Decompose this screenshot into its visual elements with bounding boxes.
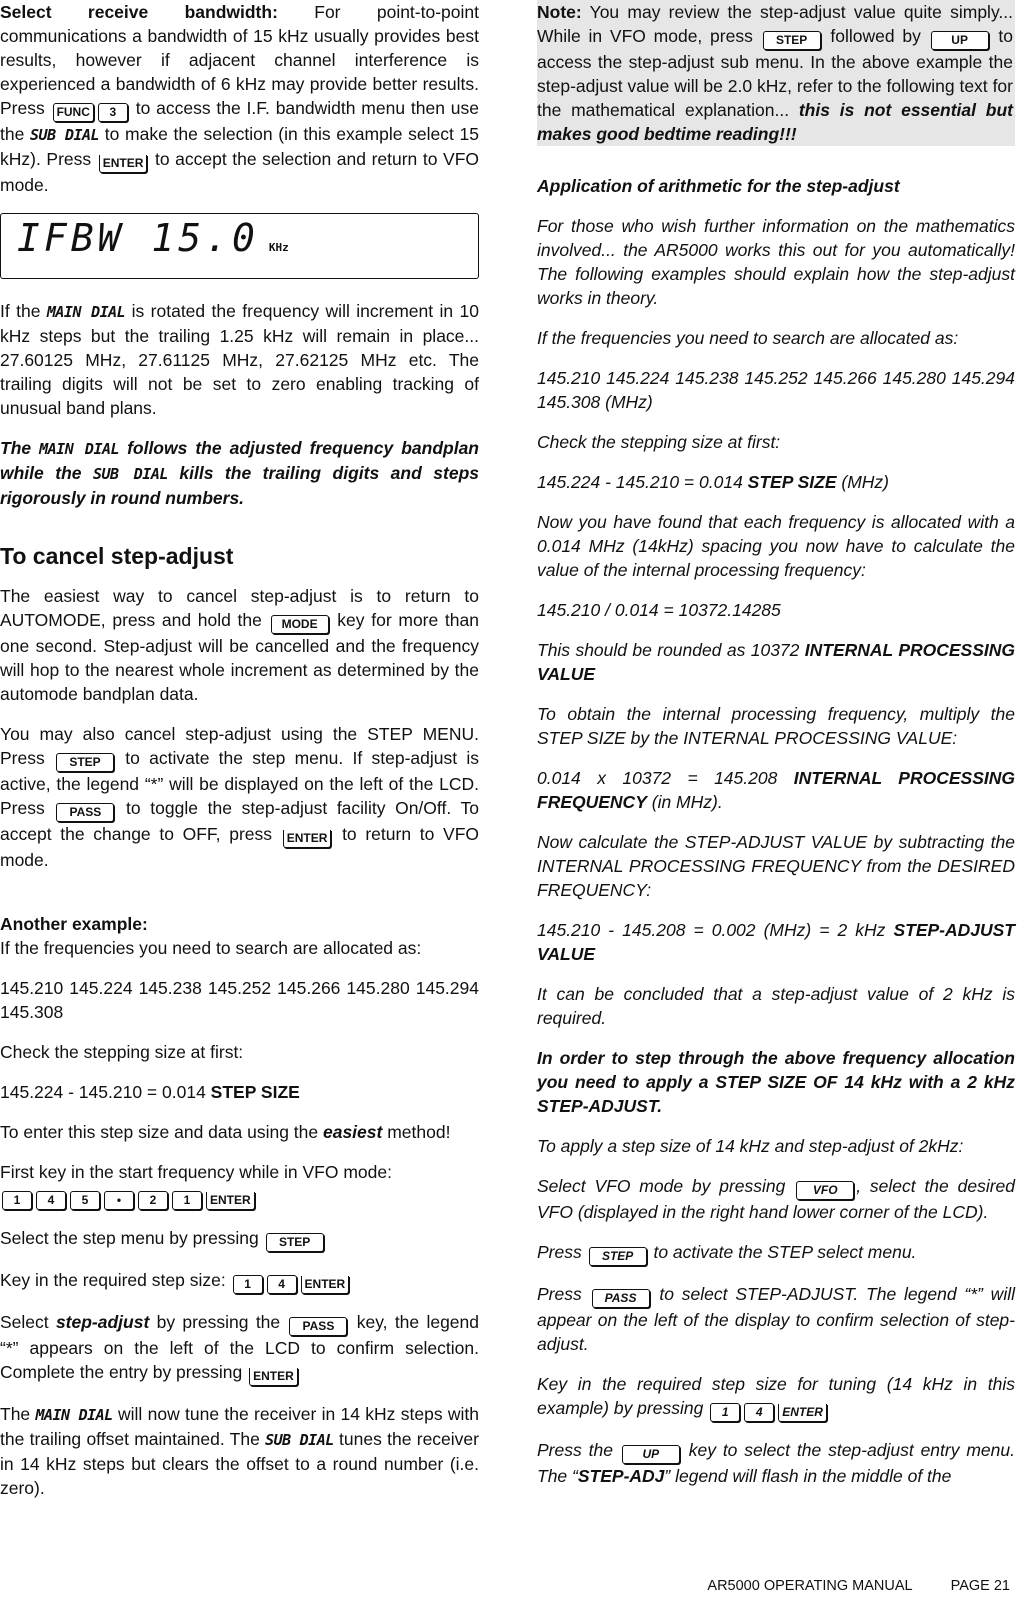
sub-dial-label: SUB DIAL — [30, 126, 100, 144]
text: , select the desired VFO (displayed in the right hand lower corner of the LCD). — [537, 1176, 1016, 1222]
key-sequence-frequency — [0, 1184, 479, 1210]
text: If the frequencies you need to search are allocated as: — [0, 938, 422, 958]
text: You may also cancel step-adjust using the STEP MENU. Press — [0, 724, 479, 768]
lcd-display — [0, 213, 479, 279]
vfo-key: VFO — [796, 1181, 854, 1200]
sub-dial-label: SUB DIAL — [93, 465, 168, 483]
manual-title: AR5000 OPERATING MANUAL — [707, 1578, 913, 1594]
another-title: Another example: — [0, 914, 148, 934]
page-footer — [669, 1578, 1010, 1594]
step-key: STEP — [56, 753, 114, 772]
text: To apply a step size of 14 kHz and step-adjust of 2kHz: — [537, 1136, 964, 1156]
enter-key: ENTER — [283, 830, 332, 848]
step-adjust-value-line — [537, 918, 1015, 966]
text: Now you have found that each frequency is allocated with a 0.014 MHz (14kHz) spacing you now have to calculate the value of the internal processing frequency: — [537, 512, 1015, 580]
step-key: STEP — [266, 1233, 324, 1252]
text: to return to VFO mode. — [0, 824, 480, 870]
main-dial-label: MAIN DIAL — [35, 1406, 113, 1424]
text: Select VFO mode by pressing — [537, 1176, 795, 1196]
key-1: 1 — [710, 1403, 740, 1422]
text: The — [0, 438, 40, 458]
text: Select — [0, 1312, 56, 1332]
step-size-line — [0, 1080, 479, 1104]
text: (in MHz). — [646, 792, 723, 812]
pass-key: PASS — [592, 1289, 650, 1308]
text: You may review the step-adjust value quite simply... While in VFO mode, press — [537, 2, 1013, 46]
sub-dial-label: SUB DIAL — [265, 1431, 334, 1449]
text: The — [0, 1404, 36, 1424]
text: Press the — [537, 1440, 620, 1460]
text: to make the selection (in this example select 15 kHz). Press — [0, 124, 479, 169]
text: to activate the step menu. If step-adjust is active, the legend “*” will be displayed on the left of the LCD. Press — [0, 748, 479, 818]
text: To enter this step size and data using the — [0, 1122, 323, 1142]
text: STEP-ADJUST VALUE — [537, 920, 1015, 964]
mode-key: MODE — [271, 615, 329, 634]
page-number: PAGE 21 — [950, 1578, 1010, 1594]
text: 145.224 - 145.210 = 0.014 — [537, 472, 748, 492]
text: Check the stepping size at first: — [537, 432, 781, 452]
step-size-line — [537, 470, 1015, 494]
lcd-text — [17, 216, 289, 260]
text: key to select the step-adjust entry menu. The “ — [537, 1440, 1015, 1486]
text: It can be concluded that a step-adjust value of 2 kHz is required. — [537, 984, 1015, 1028]
text: STEP SIZE — [210, 1082, 300, 1102]
text: tunes the receiver in 14 kHz steps but clears the offset to a round number (i.e. zero). — [0, 1429, 479, 1498]
text: to access the I.F. bandwidth menu then use the — [0, 98, 479, 144]
text: 145.210 - 145.208 = 0.002 (MHz) = 2 kHz — [537, 920, 894, 940]
key-4: 4 — [36, 1191, 66, 1210]
up-key: UP — [931, 31, 989, 50]
enter-key: ENTER — [99, 155, 148, 173]
text: is rotated the frequency will increment in 10 kHz steps but the trailing 1.25 kHz will remain in place... 27.60125 MHz, 27.61125 MHz, 27.62125 MHz etc. The trailing digits will not be set to zero enabling tracking of unusual band plans. — [0, 301, 479, 418]
text: This should be rounded as 10372 — [537, 640, 805, 660]
note-box — [537, 0, 1015, 146]
text: The easiest way to cancel step-adjust is to return to AUTOMODE, press and hold the — [0, 586, 479, 630]
main-dial-label: MAIN DIAL — [39, 440, 120, 458]
text: Check the stepping size at first: — [0, 1042, 244, 1062]
text: followed by — [822, 26, 929, 46]
internal-freq-line — [537, 766, 1015, 814]
text: STEP SIZE — [747, 472, 837, 492]
paragraph-cancel — [0, 584, 479, 706]
text: In order to step through the above frequency allocation you need to apply a STEP SIZE OF 14 kHz with a 2 kHz STEP-ADJUST. — [537, 1048, 1015, 1116]
key-dot: • — [104, 1191, 134, 1210]
text: to accept the selection and return to VFO mode. — [0, 149, 479, 195]
paragraph-step-menu — [0, 722, 479, 872]
enter-key: ENTER — [778, 1404, 827, 1422]
text: Press — [537, 1284, 590, 1304]
func-key: FUNC — [53, 103, 94, 122]
text: by pressing the — [149, 1312, 288, 1332]
text: First key in the start frequency while in VFO mode: — [0, 1162, 392, 1182]
bandwidth-title: Select receive bandwidth: — [0, 2, 278, 22]
text: INTERNAL PROCESSING FREQUENCY — [537, 768, 1016, 812]
text: easiest — [322, 1122, 383, 1142]
lcd-main: IFBW 15.0 — [17, 216, 259, 260]
text: step-adjust — [55, 1312, 150, 1332]
text: For point-to-point communications a bandwidth of 15 kHz usually provides best results, however if adjacent channel interference is experienced a bandwidth of 6 kHz may provide better results. Press — [0, 2, 479, 118]
text: Press — [537, 1242, 587, 1262]
key-step-size-line — [537, 1372, 1015, 1422]
key-3: 3 — [98, 103, 128, 122]
text: To obtain the internal processing frequency, multiply the STEP SIZE by the INTERNAL PROCESSING VALUE: — [537, 704, 1015, 748]
text: follows the adjusted frequency bandplan while the — [0, 438, 479, 483]
text: kills the trailing digits and steps rigorously in round numbers. — [0, 463, 479, 508]
text: (MHz) — [836, 472, 889, 492]
key-4: 4 — [267, 1275, 297, 1294]
frequency-list: 145.210 145.224 145.238 145.252 145.266 145.280 145.294 145.308 — [0, 978, 479, 1022]
step-key: STEP — [763, 31, 821, 50]
enter-key: ENTER — [206, 1192, 255, 1210]
section-heading: To cancel step-adjust — [0, 543, 234, 569]
text: Select the step menu by pressing — [0, 1228, 264, 1248]
key-5: 5 — [70, 1191, 100, 1210]
paragraph-main-dial — [0, 299, 479, 420]
rounded-line — [537, 638, 1015, 686]
text: STEP-ADJ — [577, 1466, 665, 1486]
paragraph-another — [0, 912, 479, 960]
press-step-line — [537, 1240, 1015, 1266]
text: ” legend will flash in the middle of the — [664, 1466, 952, 1486]
key-1: 1 — [233, 1275, 263, 1294]
left-column — [0, 0, 479, 1516]
select-step-line — [0, 1226, 479, 1252]
text: If the frequencies you need to search are allocated as: — [537, 328, 959, 348]
press-pass-line — [537, 1282, 1015, 1356]
paragraph-bandwidth — [0, 0, 479, 197]
text: If the — [0, 301, 47, 321]
key-4: 4 — [744, 1403, 774, 1422]
text: this is not essential but makes good bedtime reading!!! — [537, 100, 1013, 144]
pass-key: PASS — [289, 1317, 347, 1336]
text: INTERNAL PROCESSING VALUE — [537, 640, 1016, 684]
key-2: 2 — [138, 1191, 168, 1210]
lcd-unit: KHz — [268, 241, 289, 254]
pass-key: PASS — [56, 803, 114, 822]
text: to activate the STEP select menu. — [648, 1242, 917, 1262]
text: Key in the required step size for tuning (14 kHz in this example) by pressing — [537, 1374, 1015, 1418]
key-1: 1 — [2, 1191, 32, 1210]
press-up-line — [537, 1438, 1015, 1488]
main-dial-label: MAIN DIAL — [46, 303, 126, 321]
step-size-entry-line — [0, 1268, 479, 1294]
up-key: UP — [622, 1445, 680, 1464]
text: to access the step-adjust sub menu. In the above example the step-adjust value will be 2.0 kHz, refer to the following text for the mathematical explanation... — [537, 26, 1013, 120]
right-column — [537, 0, 1015, 1504]
text: 145.210 / 0.014 = 10372.14285 — [537, 600, 781, 620]
final-dial-line — [0, 1402, 479, 1500]
key-1: 1 — [172, 1191, 202, 1210]
text: key, the legend “*” appears on the left of the LCD to confirm selection. Complete the entry by pressing — [0, 1312, 479, 1382]
note-label: Note: — [537, 2, 582, 22]
step-key: STEP — [589, 1247, 647, 1266]
text: method! — [382, 1122, 451, 1142]
text: to select STEP-ADJUST. The legend “*” will appear on the left of the display to confirm selection of step-adjust. — [537, 1284, 1015, 1354]
arithmetic-heading: Application of arithmetic for the step-adjust — [537, 176, 900, 196]
paragraph-dial-compare — [0, 436, 479, 510]
note-text — [537, 0, 1013, 146]
enter-key: ENTER — [301, 1276, 350, 1294]
vfo-line — [537, 1174, 1015, 1224]
text: Now calculate the STEP-ADJUST VALUE by subtracting the INTERNAL PROCESSING FREQUENCY from the DESIRED FREQUENCY: — [537, 832, 1015, 900]
text: key for more than one second. Step-adjust will be cancelled and the frequency will hop to the nearest whole increment as determined by the automode bandplan data. — [0, 610, 479, 704]
enter-key: ENTER — [249, 1368, 298, 1386]
text: will now tune the receiver in 14 kHz steps with the trailing offset maintained. The — [0, 1404, 479, 1449]
select-step-adjust-line — [0, 1310, 479, 1386]
text: 0.014 x 10372 = 145.208 — [537, 768, 794, 788]
frequency-list: 145.210 145.224 145.238 145.252 145.266 145.280 145.294 145.308 (MHz) — [537, 368, 1015, 412]
text: For those who wish further information on the mathematics involved... the AR5000 works this out for you automatically! The following examples should explain how the step-adjust works in theory. — [537, 216, 1015, 308]
text: 145.224 - 145.210 = 0.014 — [0, 1082, 211, 1102]
text: to toggle the step-adjust facility On/Off. To accept the change to OFF, press — [0, 798, 479, 844]
text: Key in the required step size: — [0, 1270, 231, 1290]
easiest-line — [0, 1120, 479, 1144]
